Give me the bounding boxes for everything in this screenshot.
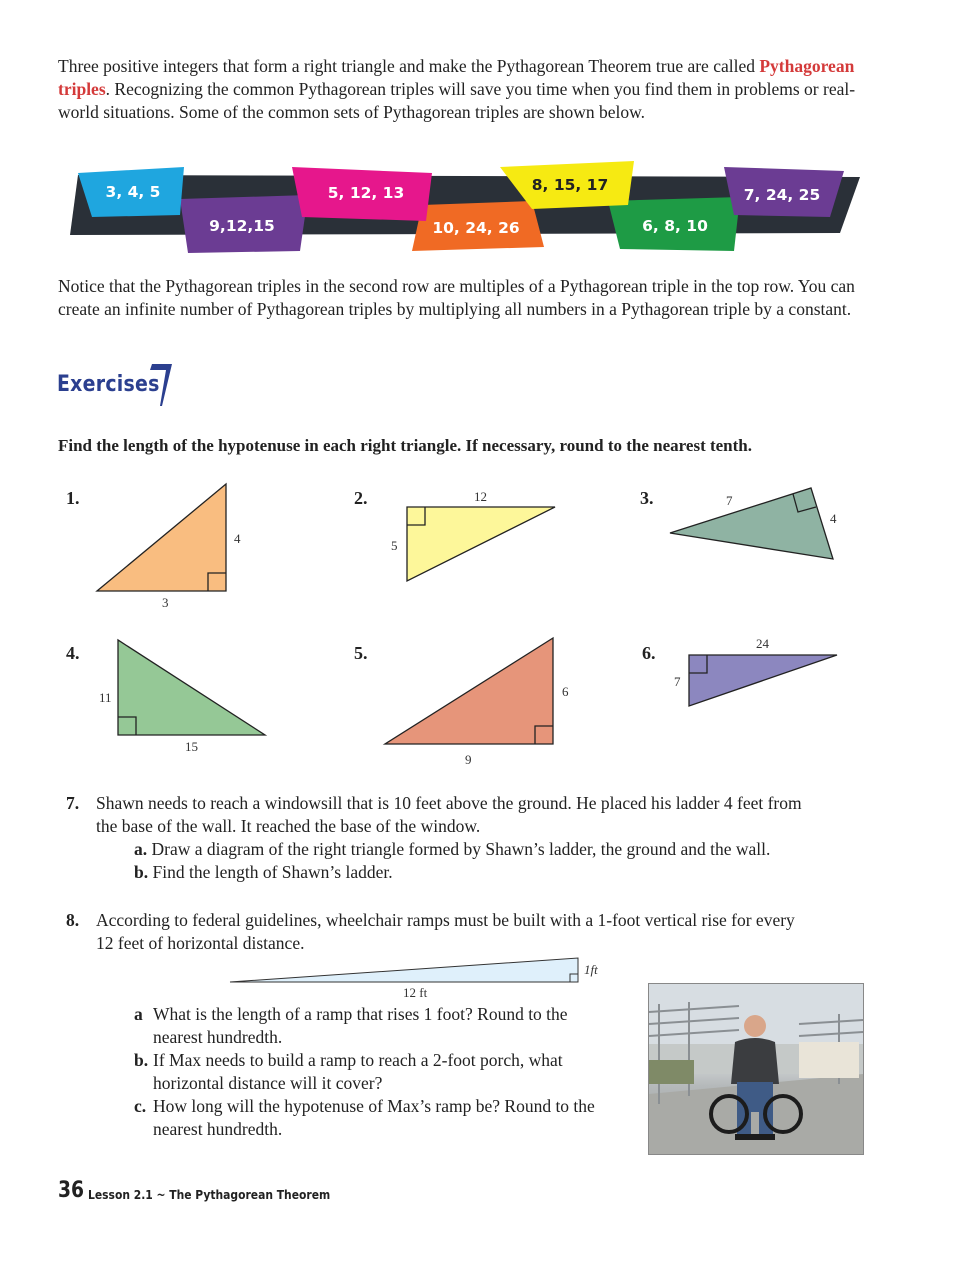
intro-text-start: Three positive integers that form a right triangle and make the Pythagorean Theorem true are called bbox=[58, 56, 760, 76]
footer-lesson-title: Lesson 2.1 ~ The Pythagorean Theorem bbox=[88, 1187, 331, 1202]
problem-7b: b. Find the length of Shawn’s ladder. bbox=[134, 862, 393, 882]
ramp-diagram bbox=[220, 955, 620, 1003]
problem-8b-label: b. bbox=[134, 1050, 149, 1070]
intro-text-end: . Recognizing the common Pythagorean triples will save you time when you find them in problems or real-world situations. Some of the common sets of Pythagorean triples are shown below. bbox=[58, 79, 856, 122]
exercise-1-number: 1. bbox=[66, 488, 80, 508]
triangle-1-base-label: 3 bbox=[162, 595, 169, 610]
notice-paragraph: Notice that the Pythagorean triples in the second row are multiples of a Pythagorean triple in the top row. You can create an infinite number of Pythagorean triples by multiplying all numbers in a Pythagorean triple by a constant. bbox=[58, 276, 855, 319]
triangle-3 bbox=[670, 488, 837, 559]
intro-paragraph bbox=[58, 55, 878, 124]
badge-3-4-5-label: 3, 4, 5 bbox=[105, 183, 161, 201]
triangle-2-side-label: 5 bbox=[391, 538, 398, 553]
exercise-6-number: 6. bbox=[642, 643, 656, 663]
triangle-3-leg-b-label: 4 bbox=[830, 511, 837, 526]
triangle-5-base-label: 9 bbox=[465, 752, 472, 767]
problem-8a-label: a bbox=[134, 1004, 143, 1024]
badge-9-12-15-label: 9,12,15 bbox=[209, 217, 275, 235]
exercises-accent-icon bbox=[148, 362, 174, 408]
triangle-5 bbox=[385, 638, 569, 767]
problem-8-text: According to federal guidelines, wheelchair ramps must be built with a 1-foot vertical rise for every 12 feet of horizontal distance. bbox=[96, 910, 795, 953]
triangle-2 bbox=[391, 489, 555, 581]
triangle-1-height-label: 4 bbox=[234, 531, 241, 546]
exercise-3-number: 3. bbox=[640, 488, 654, 508]
problem-8c-text: How long will the hypotenuse of Max’s ramp be? Round to the nearest hundredth. bbox=[153, 1096, 595, 1139]
exercises-instruction: Find the length of the hypotenuse in each right triangle. If necessary, round to the nearest tenth. bbox=[58, 436, 753, 455]
badge-6-8-10-label: 6, 8, 10 bbox=[642, 217, 708, 235]
problem-8b-text: If Max needs to build a ramp to reach a 2-foot porch, what horizontal distance will it cover? bbox=[153, 1050, 563, 1093]
triangle-4-height-label: 11 bbox=[99, 690, 112, 705]
triangle-6 bbox=[674, 636, 837, 706]
badge-8-15-17-label: 8, 15, 17 bbox=[531, 176, 609, 194]
problem-8-number: 8. bbox=[66, 910, 80, 930]
exercises-title: Exercises bbox=[57, 372, 160, 397]
triangle-2-top-label: 12 bbox=[474, 489, 487, 504]
problem-8c-label: c. bbox=[134, 1096, 147, 1116]
exercise-2-number: 2. bbox=[354, 488, 368, 508]
ramp-rise-label: 1ft bbox=[584, 962, 598, 977]
triangle-1 bbox=[97, 484, 241, 610]
wheelchair-photo-illustration bbox=[649, 984, 863, 1154]
badge-5-12-13-label: 5, 12, 13 bbox=[327, 184, 405, 202]
problem-7a: a. Draw a diagram of the right triangle formed by Shawn’s ladder, the ground and the wall. bbox=[134, 839, 771, 859]
triangle-3-leg-a-label: 7 bbox=[726, 493, 733, 508]
triangle-5-height-label: 6 bbox=[562, 684, 569, 699]
wheelchair-photo bbox=[648, 983, 864, 1155]
problem-7-number: 7. bbox=[66, 793, 80, 813]
triangle-6-top-label: 24 bbox=[756, 636, 769, 651]
problem-7-text: Shawn needs to reach a windowsill that is 10 feet above the ground. He placed his ladder 4 feet from the base of the wall. It reached the base of the window. bbox=[96, 793, 802, 836]
triples-banner bbox=[0, 155, 979, 260]
page-number: 36 bbox=[58, 1178, 85, 1203]
exercise-5-number: 5. bbox=[354, 643, 368, 663]
triangle-4 bbox=[99, 640, 265, 754]
exercise-4-number: 4. bbox=[66, 643, 80, 663]
badge-10-24-26-label: 10, 24, 26 bbox=[432, 219, 520, 237]
problem-8a-text: What is the length of a ramp that rises 1 foot? Round to the nearest hundredth. bbox=[153, 1004, 568, 1047]
triangle-4-base-label: 15 bbox=[185, 739, 198, 754]
pythagorean-triples-term: Pythagorean triples bbox=[58, 56, 855, 99]
ramp-run-label: 12 ft bbox=[403, 985, 428, 1000]
triangle-6-side-label: 7 bbox=[674, 674, 681, 689]
badge-7-24-25-label: 7, 24, 25 bbox=[743, 186, 821, 204]
triangles-figure bbox=[0, 470, 979, 780]
